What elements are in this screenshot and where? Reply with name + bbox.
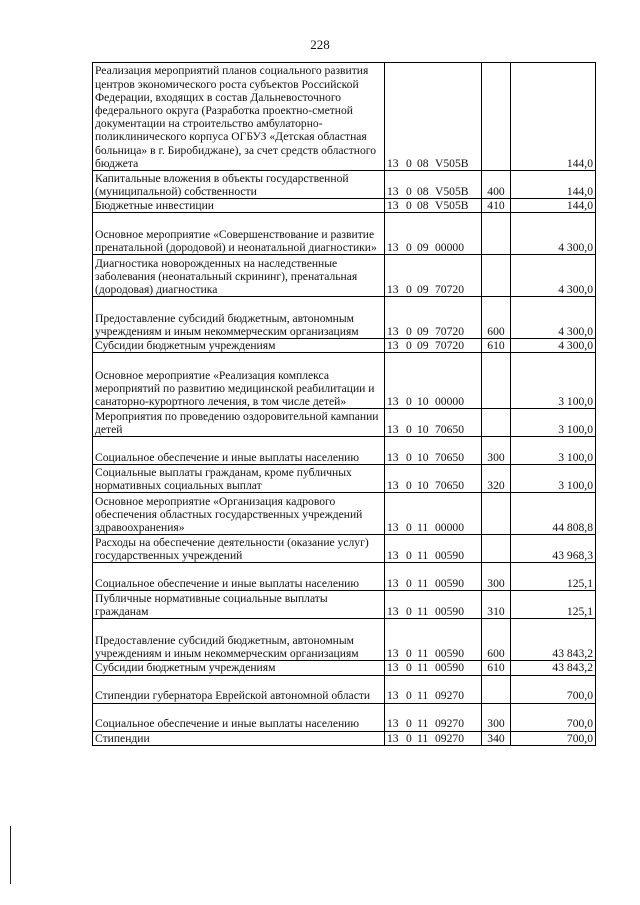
expense-type-cell: 300 xyxy=(482,703,511,731)
code-direction: 00000 xyxy=(435,395,464,409)
row-name: Основное мероприятие «Организация кадрового обеспечения областных государственных учреждений здравоохранения» xyxy=(95,494,363,535)
code-program: 13 xyxy=(387,647,399,661)
target-code-cell xyxy=(385,731,482,745)
table-row xyxy=(93,255,596,297)
table-row xyxy=(93,199,596,213)
table-row xyxy=(93,661,596,675)
row-name: Расходы на обеспечение деятельности (оказание услуг) государственных учреждений xyxy=(95,536,369,563)
row-name: Основное мероприятие «Совершенствование и развитие пренатальной (дородовой) и неонатальной диагностики» xyxy=(95,227,377,254)
table-row xyxy=(93,465,596,493)
code-subprogram: 0 xyxy=(406,423,412,437)
code-subprogram: 0 xyxy=(406,717,412,731)
row-name-cell xyxy=(93,297,385,339)
expense-type-cell xyxy=(482,255,511,297)
row-name: Основное мероприятие «Реализация комплекса мероприятий по развитию медицинской реабилитации и санаторно-курортного лечения, в том числе детей» xyxy=(95,368,375,409)
expense-type-cell: 600 xyxy=(482,619,511,661)
code-direction: 70720 xyxy=(435,339,464,353)
table-row xyxy=(93,437,596,465)
amount-cell: 4 300,0 xyxy=(511,339,596,353)
table-row xyxy=(93,63,596,171)
row-name-cell xyxy=(93,437,385,465)
table-row xyxy=(93,409,596,437)
code-direction: 00000 xyxy=(435,241,464,254)
amount-cell: 43 843,2 xyxy=(511,619,596,661)
code-program: 13 xyxy=(387,451,399,465)
code-subprogram: 0 xyxy=(406,549,412,563)
code-program: 13 xyxy=(387,423,399,437)
row-name: Социальные выплаты гражданам, кроме публичных нормативных социальных выплат xyxy=(95,466,352,493)
code-program: 13 xyxy=(387,689,399,703)
row-name-cell xyxy=(93,675,385,703)
code-subprogram: 0 xyxy=(406,605,412,619)
code-direction: 00590 xyxy=(435,661,464,675)
target-code-cell xyxy=(385,297,482,339)
expense-type-cell: 610 xyxy=(482,661,511,675)
code-program: 13 xyxy=(387,241,399,254)
table-row xyxy=(93,213,596,255)
code-program: 13 xyxy=(387,395,399,409)
code-subprogram: 0 xyxy=(406,661,412,675)
row-name: Публичные нормативные социальные выплаты гражданам xyxy=(95,592,328,619)
code-direction: 09270 xyxy=(435,731,464,745)
row-name-cell xyxy=(93,171,385,199)
code-activity: 10 xyxy=(417,451,429,465)
code-activity: 08 xyxy=(417,156,429,170)
table-row xyxy=(93,563,596,591)
expense-type-cell xyxy=(482,353,511,409)
table-row xyxy=(93,731,596,745)
code-direction: 00590 xyxy=(435,577,464,591)
target-code-cell xyxy=(385,353,482,409)
target-code-cell xyxy=(385,591,482,619)
row-name-cell xyxy=(93,591,385,619)
row-name-cell xyxy=(93,465,385,493)
code-activity: 09 xyxy=(417,241,429,254)
expense-type-cell: 300 xyxy=(482,437,511,465)
code-program: 13 xyxy=(387,199,399,212)
code-activity: 08 xyxy=(417,199,429,212)
code-subprogram: 0 xyxy=(406,241,412,254)
code-activity: 11 xyxy=(417,689,429,703)
code-subprogram: 0 xyxy=(406,689,412,703)
expense-type-cell xyxy=(482,535,511,563)
code-activity: 10 xyxy=(417,423,429,437)
expense-type-cell xyxy=(482,409,511,437)
code-activity: 11 xyxy=(417,647,429,661)
budget-table-body xyxy=(93,63,596,746)
table-row xyxy=(93,675,596,703)
row-name-cell xyxy=(93,353,385,409)
target-code-cell xyxy=(385,171,482,199)
row-name: Стипендии губернатора Еврейской автономной области xyxy=(95,689,371,703)
row-name: Социальное обеспечение и иные выплаты населению xyxy=(95,577,360,591)
code-program: 13 xyxy=(387,339,399,353)
target-code-cell xyxy=(385,437,482,465)
amount-cell: 700,0 xyxy=(511,675,596,703)
code-activity: 08 xyxy=(417,184,429,198)
expense-type-cell: 310 xyxy=(482,591,511,619)
target-code-cell xyxy=(385,619,482,661)
code-activity: 09 xyxy=(417,325,429,338)
target-code-cell xyxy=(385,493,482,535)
row-name: Капитальные вложения в объекты государственной (муниципальной) собственности xyxy=(95,171,349,198)
code-subprogram: 0 xyxy=(406,184,412,198)
code-program: 13 xyxy=(387,521,399,535)
amount-cell: 125,1 xyxy=(511,591,596,619)
row-name: Социальное обеспечение и иные выплаты населению xyxy=(95,717,360,731)
expense-type-cell: 400 xyxy=(482,171,511,199)
expense-type-cell: 320 xyxy=(482,465,511,493)
code-program: 13 xyxy=(387,549,399,563)
code-subprogram: 0 xyxy=(406,199,412,212)
code-subprogram: 0 xyxy=(406,339,412,353)
code-activity: 09 xyxy=(417,283,429,296)
amount-cell: 43 968,3 xyxy=(511,535,596,563)
row-name-cell xyxy=(93,563,385,591)
table-row xyxy=(93,535,596,563)
code-program: 13 xyxy=(387,479,399,493)
code-subprogram: 0 xyxy=(406,577,412,591)
code-direction: V505B xyxy=(435,199,469,212)
target-code-cell xyxy=(385,255,482,297)
code-activity: 11 xyxy=(417,577,429,591)
code-direction: 09270 xyxy=(435,717,464,731)
code-program: 13 xyxy=(387,661,399,675)
target-code-cell xyxy=(385,465,482,493)
code-subprogram: 0 xyxy=(406,395,412,409)
expense-type-cell xyxy=(482,493,511,535)
target-code-cell xyxy=(385,675,482,703)
amount-cell: 43 843,2 xyxy=(511,661,596,675)
code-program: 13 xyxy=(387,731,399,745)
code-direction: 70720 xyxy=(435,325,464,338)
table-row xyxy=(93,339,596,353)
row-name-cell xyxy=(93,255,385,297)
budget-table xyxy=(92,62,596,746)
code-direction: V505B xyxy=(435,184,469,198)
amount-cell: 4 300,0 xyxy=(511,213,596,255)
target-code-cell xyxy=(385,213,482,255)
margin-line-mark xyxy=(10,826,11,884)
code-direction: 70720 xyxy=(435,283,464,296)
row-name-cell xyxy=(93,731,385,745)
table-row xyxy=(93,353,596,409)
row-name-cell xyxy=(93,535,385,563)
row-name-cell xyxy=(93,409,385,437)
code-subprogram: 0 xyxy=(406,156,412,170)
code-program: 13 xyxy=(387,717,399,731)
code-program: 13 xyxy=(387,325,399,338)
code-program: 13 xyxy=(387,156,399,170)
row-name: Реализация мероприятий планов социального развития центров экономического роста субъектов Российской Федерации, входящих в состав Дальневосточного федерального округа (Разработка проектно-сметной документации на строительство амбулаторно-поликлинического корпуса ОГБУЗ «Детская областная больница» в г. Биробиджане), за счет средств областного бюджета xyxy=(95,64,377,170)
target-code-cell xyxy=(385,199,482,213)
target-code-cell xyxy=(385,409,482,437)
code-activity: 11 xyxy=(417,549,429,563)
row-name: Стипендии xyxy=(95,731,150,745)
code-direction: 00590 xyxy=(435,647,464,661)
code-direction: V505B xyxy=(435,156,469,170)
amount-cell: 700,0 xyxy=(511,703,596,731)
code-activity: 11 xyxy=(417,521,429,535)
page-number: 228 xyxy=(310,37,330,52)
target-code-cell xyxy=(385,703,482,731)
amount-cell: 44 808,8 xyxy=(511,493,596,535)
amount-cell: 144,0 xyxy=(511,199,596,213)
target-code-cell xyxy=(385,563,482,591)
row-name-cell xyxy=(93,213,385,255)
amount-cell: 3 100,0 xyxy=(511,465,596,493)
table-row xyxy=(93,619,596,661)
code-direction: 00000 xyxy=(435,521,464,535)
expense-type-cell: 300 xyxy=(482,563,511,591)
amount-cell: 700,0 xyxy=(511,731,596,745)
target-code-cell xyxy=(385,63,482,171)
code-subprogram: 0 xyxy=(406,647,412,661)
code-direction: 70650 xyxy=(435,451,464,465)
code-subprogram: 0 xyxy=(406,731,412,745)
table-row xyxy=(93,493,596,535)
row-name-cell xyxy=(93,339,385,353)
row-name: Предоставление субсидий бюджетным, автономным учреждениям и иным некоммерческим организациям xyxy=(95,634,359,661)
code-activity: 11 xyxy=(417,605,429,619)
expense-type-cell: 410 xyxy=(482,199,511,213)
code-subprogram: 0 xyxy=(406,451,412,465)
row-name: Мероприятия по проведению оздоровительной кампании детей xyxy=(95,410,379,437)
target-code-cell xyxy=(385,661,482,675)
code-direction: 70650 xyxy=(435,479,464,493)
code-direction: 70650 xyxy=(435,423,464,437)
code-subprogram: 0 xyxy=(406,479,412,493)
table-row xyxy=(93,297,596,339)
row-name: Бюджетные инвестиции xyxy=(95,199,215,212)
code-direction: 00590 xyxy=(435,549,464,563)
expense-type-cell: 610 xyxy=(482,339,511,353)
code-direction: 09270 xyxy=(435,689,464,703)
code-direction: 00590 xyxy=(435,605,464,619)
amount-cell: 144,0 xyxy=(511,63,596,171)
expense-type-cell xyxy=(482,213,511,255)
code-activity: 11 xyxy=(417,717,429,731)
code-activity: 09 xyxy=(417,339,429,353)
expense-type-cell: 340 xyxy=(482,731,511,745)
amount-cell: 3 100,0 xyxy=(511,353,596,409)
row-name: Предоставление субсидий бюджетным, автономным учреждениям и иным некоммерческим организациям xyxy=(95,311,359,338)
amount-cell: 4 300,0 xyxy=(511,297,596,339)
code-program: 13 xyxy=(387,184,399,198)
code-subprogram: 0 xyxy=(406,325,412,338)
amount-cell: 4 300,0 xyxy=(511,255,596,297)
code-program: 13 xyxy=(387,577,399,591)
expense-type-cell xyxy=(482,63,511,171)
amount-cell: 3 100,0 xyxy=(511,409,596,437)
table-row xyxy=(93,703,596,731)
code-subprogram: 0 xyxy=(406,283,412,296)
row-name-cell xyxy=(93,703,385,731)
expense-type-cell xyxy=(482,675,511,703)
row-name: Субсидии бюджетным учреждениям xyxy=(95,339,276,353)
row-name: Диагностика новорожденных на наследственные заболевания (неонатальный скрининг), пренатальная (дородовая) диагностика xyxy=(95,256,358,296)
code-activity: 10 xyxy=(417,479,429,493)
amount-cell: 125,1 xyxy=(511,563,596,591)
row-name-cell xyxy=(93,493,385,535)
code-activity: 11 xyxy=(417,661,429,675)
table-row xyxy=(93,171,596,199)
amount-cell: 144,0 xyxy=(511,171,596,199)
code-program: 13 xyxy=(387,605,399,619)
expense-type-cell: 600 xyxy=(482,297,511,339)
amount-cell: 3 100,0 xyxy=(511,437,596,465)
table-row xyxy=(93,591,596,619)
row-name: Субсидии бюджетным учреждениям xyxy=(95,661,276,675)
code-program: 13 xyxy=(387,283,399,296)
target-code-cell xyxy=(385,535,482,563)
row-name: Социальное обеспечение и иные выплаты населению xyxy=(95,451,360,465)
row-name-cell xyxy=(93,661,385,675)
row-name-cell xyxy=(93,199,385,213)
row-name-cell xyxy=(93,619,385,661)
code-activity: 11 xyxy=(417,731,429,745)
code-subprogram: 0 xyxy=(406,521,412,535)
target-code-cell xyxy=(385,339,482,353)
row-name-cell xyxy=(93,63,385,171)
code-activity: 10 xyxy=(417,395,429,409)
